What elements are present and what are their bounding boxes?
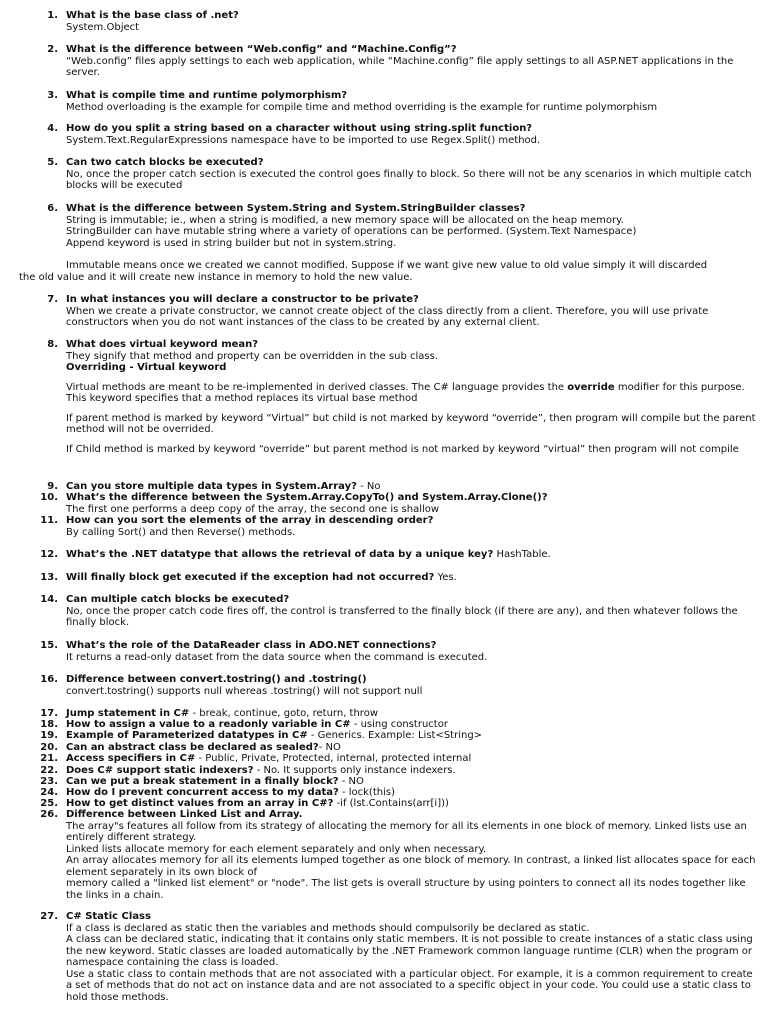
answer-text: - Generics. Example: List<String> xyxy=(307,730,483,741)
item-number: 27. xyxy=(40,911,58,922)
question-text: In what instances you will declare a constructor to be private? xyxy=(66,294,419,305)
question-17 xyxy=(0,708,768,720)
answer-text: - NO xyxy=(318,742,341,753)
question-text: How do I prevent concurrent access to my data? xyxy=(66,787,339,798)
answer-text: They signify that method and property can be overridden in the sub class. xyxy=(66,350,439,362)
question-14 xyxy=(0,594,768,629)
answer-line: The array"s features all follow from its strategy of allocating the memory for all its elements in one block of memory. Linked lists use an entirely different strategy. xyxy=(66,820,747,843)
answer-text: The first one performs a deep copy of the array, the second one is shallow xyxy=(66,503,440,515)
item-number: 13. xyxy=(40,572,58,583)
item-number: 23. xyxy=(40,776,58,787)
answer-text: No, once the proper catch section is executed the control goes finally to block. So there will not be any scenarios in which multiple catch blocks will be executed xyxy=(66,168,752,191)
item-number: 24. xyxy=(40,787,58,798)
question-12 xyxy=(0,549,768,561)
paragraph: If parent method is marked by keyword “Virtual” but child is not marked by keyword “override”, then program will compile but the parent method will not be overrided. xyxy=(66,412,756,435)
item-number: 18. xyxy=(40,719,58,730)
question-27 xyxy=(0,911,768,1003)
answer-text: - using constructor xyxy=(350,719,448,730)
question-text: What’s the difference between the System.Array.CopyTo() and System.Array.Clone()? xyxy=(66,492,548,503)
question-22 xyxy=(0,765,768,777)
answer-text: When we create a private constructor, we cannot create object of the class directly from a client. Therefore, you will use private constructors when you do not want instances of the class to be created by any external client. xyxy=(66,305,709,328)
question-25 xyxy=(0,798,768,810)
question-text: What’s the role of the DataReader class in ADO.NET connections? xyxy=(66,640,437,651)
question-text: Can an abstract class be declared as sealed? xyxy=(66,742,319,753)
question-text: C# Static Class xyxy=(66,911,151,922)
note-line: the old value and it will create new instance in memory to hold the new value. xyxy=(19,271,413,283)
answer-text: HashTable. xyxy=(493,549,551,560)
answer-text: - No. It supports only instance indexers. xyxy=(253,765,456,776)
item-number: 8. xyxy=(47,339,58,350)
question-text: What’s the .NET datatype that allows the retrieval of data by a unique key? xyxy=(66,549,494,560)
question-8 xyxy=(0,339,768,455)
item-number: 5. xyxy=(47,157,58,168)
question-4 xyxy=(0,123,768,146)
item-number: 17. xyxy=(40,708,58,719)
item-number: 12. xyxy=(40,549,58,560)
paragraph: Virtual methods are meant to be re-implemented in derived classes. The C# language provides the override modifier for this purpose. This keyword specifies that a method replaces its virtual base method xyxy=(66,381,745,404)
answer-line: If a class is declared as static then the variables and methods should compulsorily be declared as static. xyxy=(66,922,590,934)
question-3 xyxy=(0,90,768,113)
answer-line: StringBuilder can have mutable string where a variety of operations can be performed. (System.Text Namespace) xyxy=(66,226,637,237)
question-20 xyxy=(0,742,768,754)
question-text: What is the base class of .net? xyxy=(66,10,239,21)
note-line: Immutable means once we created we cannot modified. Suppose if we want give new value to old value simply it will discarded xyxy=(66,260,708,271)
item-number: 1. xyxy=(47,10,58,21)
question-text: Example of Parameterized datatypes in C# xyxy=(66,730,308,741)
answer-line: An array allocates memory for all its elements lumped together as one block of memory. In contrast, a linked list allocates space for each element separately in its own block of xyxy=(66,855,756,878)
answer-line: memory called a "linked list element" or "node". The list gets is overall structure by using pointers to connect all its nodes together like the links in a chain. xyxy=(66,878,746,901)
item-number: 21. xyxy=(40,753,58,764)
item-number: 10. xyxy=(40,492,58,503)
answer-text: System.Text.RegularExpressions namespace have to be imported to use Regex.Split() method. xyxy=(66,134,541,146)
question-9 xyxy=(0,481,768,493)
question-text: Will finally block get executed if the exception had not occurred? xyxy=(66,572,435,583)
question-19 xyxy=(0,730,768,742)
answer-text: Method overloading is the example for compile time and method overriding is the example for runtime polymorphism xyxy=(66,101,658,113)
question-16 xyxy=(0,674,768,697)
question-7 xyxy=(0,294,768,329)
question-18 xyxy=(0,719,768,731)
answer-text: By calling Sort() and then Reverse() methods. xyxy=(66,526,296,538)
answer-text: convert.tostring() supports null whereas .tostring() will not support null xyxy=(66,685,423,697)
question-text: How to get distinct values from an array in C#? xyxy=(66,798,334,809)
question-text: What is the difference between “Web.config” and “Machine.Config”? xyxy=(66,44,457,55)
item-number: 22. xyxy=(40,765,58,776)
question-2 xyxy=(0,44,768,79)
answer-text: Yes. xyxy=(434,572,457,583)
question-24 xyxy=(0,787,768,799)
question-26 xyxy=(0,809,768,901)
answer-text: - No xyxy=(356,481,381,492)
question-text: Can multiple catch blocks be executed? xyxy=(66,594,290,605)
item-number: 7. xyxy=(47,294,58,305)
paragraph: If Child method is marked by keyword “override” but parent method is not marked by keyword “virtual” then program will not compile xyxy=(66,443,739,455)
item-number: 6. xyxy=(47,203,58,214)
question-13 xyxy=(0,572,768,584)
item-number: 16. xyxy=(40,674,58,685)
question-5 xyxy=(0,157,768,192)
question-11 xyxy=(0,515,768,538)
item-number: 3. xyxy=(47,90,58,101)
answer-text: - lock(this) xyxy=(338,787,395,798)
question-text: How to assign a value to a readonly variable in C# xyxy=(66,719,351,730)
question-text: What is the difference between System.String and System.StringBuilder classes? xyxy=(66,203,526,214)
item-number: 15. xyxy=(40,640,58,651)
item-number: 2. xyxy=(47,44,58,55)
question-text: Jump statement in C# xyxy=(66,708,190,719)
answer-text: No, once the proper catch code fires off, the control is transferred to the finally block (if there are any), and then whatever follows the finally block. xyxy=(66,605,738,628)
question-1 xyxy=(0,10,768,33)
immutable-note xyxy=(19,260,754,283)
item-number: 14. xyxy=(40,594,58,605)
question-text: How do you split a string based on a character without using string.split function? xyxy=(66,123,533,134)
override-keyword: override xyxy=(567,381,615,393)
answer-text: - NO xyxy=(338,776,364,787)
answer-line: Append keyword is used in string builder but not in system.string. xyxy=(66,237,397,249)
question-text: How can you sort the elements of the array in descending order? xyxy=(66,515,434,526)
question-23 xyxy=(0,776,768,788)
question-6 xyxy=(0,203,768,249)
question-text: What is compile time and runtime polymorphism? xyxy=(66,90,348,101)
answer-line: Linked lists allocate memory for each element separately and only when necessary. xyxy=(66,843,487,855)
item-number: 4. xyxy=(47,123,58,134)
answer-line: String is immutable; ie., when a string is modified, a new memory space will be allocated on the heap memory. xyxy=(66,214,624,226)
question-text: Difference between convert.tostring() and .tostring() xyxy=(66,674,367,685)
answer-text: - break, continue, goto, return, throw xyxy=(189,708,378,719)
question-text: Difference between Linked List and Array. xyxy=(66,809,303,820)
subheading: Overriding - Virtual keyword xyxy=(66,362,227,373)
answer-text: System.Object xyxy=(66,21,140,33)
question-text: Can you store multiple data types in System.Array? xyxy=(66,481,357,492)
answer-text: -if (lst.Contains(arr[i])) xyxy=(333,798,449,809)
item-number: 19. xyxy=(40,730,58,741)
question-text: What does virtual keyword mean? xyxy=(66,339,259,350)
item-number: 11. xyxy=(40,515,58,526)
question-text: Does C# support static indexers? xyxy=(66,765,254,776)
answer-text: It returns a read-only dataset from the data source when the command is executed. xyxy=(66,651,488,663)
item-number: 9. xyxy=(47,481,58,492)
question-text: Can we put a break statement in a finally block? xyxy=(66,776,339,787)
question-text: Can two catch blocks be executed? xyxy=(66,157,264,168)
question-text: Access specifiers in C# xyxy=(66,753,196,764)
question-15 xyxy=(0,640,768,663)
item-number: 26. xyxy=(40,809,58,820)
question-10 xyxy=(0,492,768,515)
item-number: 20. xyxy=(40,742,58,753)
question-21 xyxy=(0,753,768,765)
answer-text: “Web.config” files apply settings to each web application, while “Machine.config” file apply settings to all ASP.NET applications in the server. xyxy=(66,55,734,78)
answer-line: A class can be declared static, indicating that it contains only static members. It is not possible to create instances of a static class using the new keyword. Static classes are loaded automatically by the .NET Framework common language runtime (CLR) when the program or namespace containing the class is loaded. xyxy=(66,934,753,968)
answer-text: - Public, Private, Protected, internal, protected internal xyxy=(195,753,472,764)
answer-line: Use a static class to contain methods that are not associated with a particular object. For example, it is a common requirement to create a set of methods that do not act on instance data and are not associated to a specific object in your code. You could use a static class to hold those methods. xyxy=(66,968,753,1003)
item-number: 25. xyxy=(40,798,58,809)
